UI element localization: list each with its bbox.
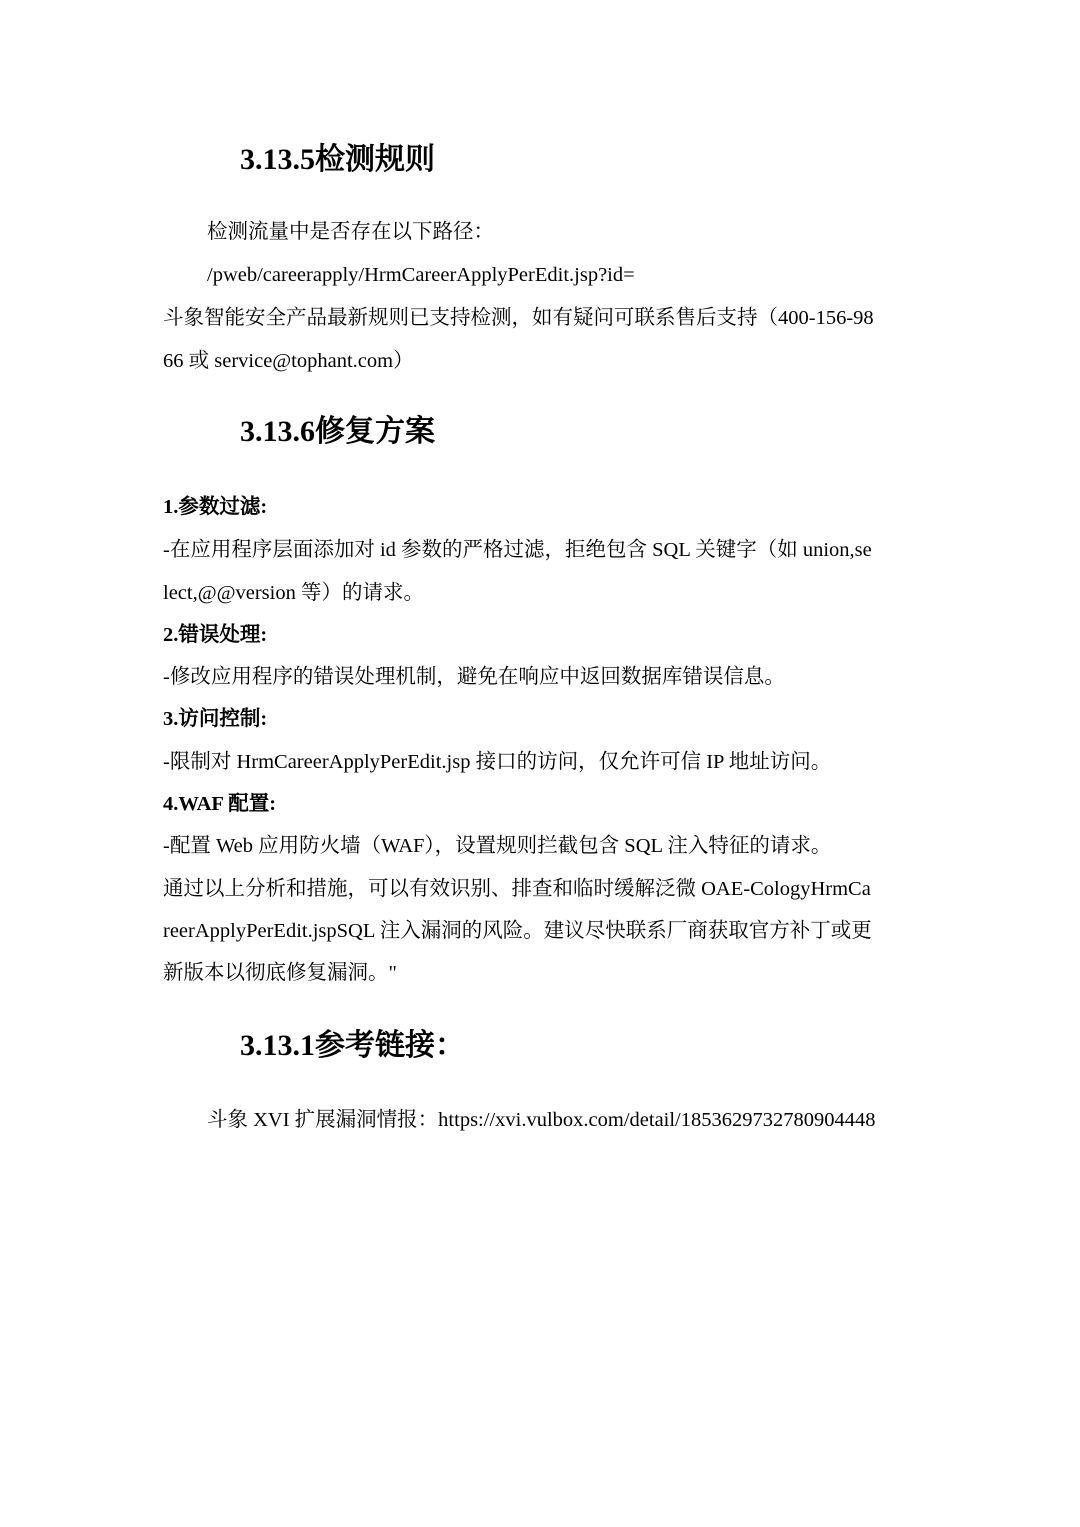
remediation-item-text: -在应用程序层面添加对 id 参数的严格过滤，拒绝包含 SQL 关键字（如 union,se: [163, 539, 872, 561]
detection-support-text: 斗象智能安全产品最新规则已支持检测，如有疑问可联系售后支持（400-156-98: [163, 307, 874, 329]
section-heading-remediation: 3.13.6修复方案: [240, 415, 435, 448]
remediation-conclusion-text: 新版本以彻底修复漏洞。": [163, 962, 397, 984]
remediation-item-text: -修改应用程序的错误处理机制，避免在响应中返回数据库错误信息。: [163, 666, 785, 688]
remediation-item-title: 3.访问控制:: [163, 708, 268, 730]
detection-support-text-cont: 66 或 service@tophant.com）: [163, 350, 414, 372]
remediation-conclusion-text: reerApplyPerEdit.jspSQL 注入漏洞的风险。建议尽快联系厂商获取官方补丁或更: [163, 920, 872, 942]
detection-path-text: /pweb/careerapply/HrmCareerApplyPerEdit.jsp?id=: [207, 264, 635, 286]
remediation-item-title: 1.参数过滤:: [163, 496, 268, 518]
remediation-item-text: -限制对 HrmCareerApplyPerEdit.jsp 接口的访问，仅允许可信 IP 地址访问。: [163, 751, 832, 773]
remediation-item-text: lect,@@version 等）的请求。: [163, 582, 424, 604]
section-heading-references: 3.13.1参考链接：: [240, 1029, 465, 1062]
reference-link-text: 斗象 XVI 扩展漏洞情报：https://xvi.vulbox.com/detail/1853629732780904448: [207, 1109, 876, 1131]
remediation-conclusion-text: 通过以上分析和措施，可以有效识别、排查和临时缓解泛微 OAE-CologyHrmCa: [163, 878, 871, 900]
detection-intro-text: 检测流量中是否存在以下路径：: [207, 221, 494, 243]
remediation-item-title: 4.WAF 配置:: [163, 793, 277, 815]
remediation-item-title: 2.错误处理:: [163, 624, 268, 646]
remediation-item-text: -配置 Web 应用防火墙（WAF），设置规则拦截包含 SQL 注入特征的请求。: [163, 835, 832, 857]
section-heading-detection-rules: 3.13.5检测规则: [240, 143, 435, 176]
